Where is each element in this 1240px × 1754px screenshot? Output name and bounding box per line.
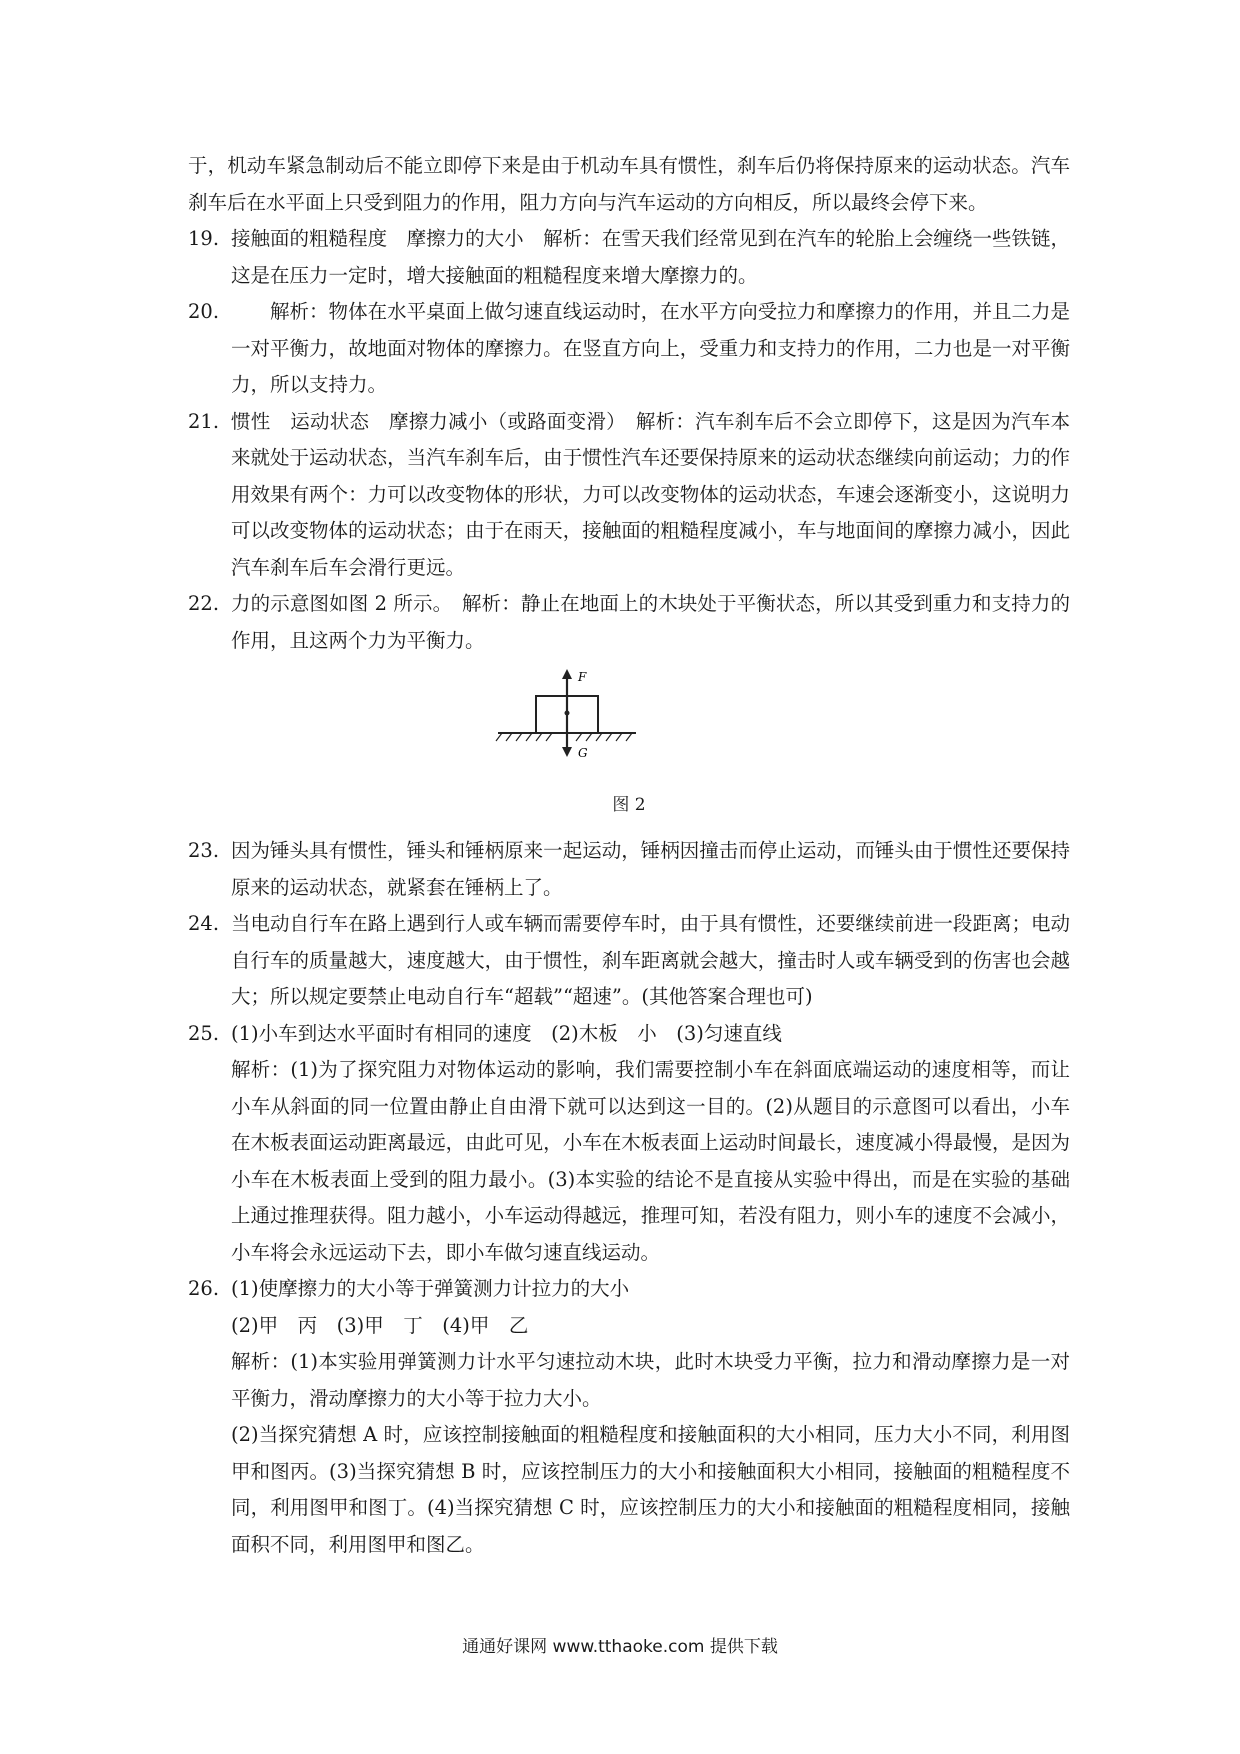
- paragraph-continuation: 于，机动车紧急制动后不能立即停下来是由于机动车具有惯性，刹车后仍将保持原来的运动状态。汽车刹车后在水平面上只受到阻力的作用，阻力方向与汽车运动的方向相反，所以最终会停下来。: [188, 154, 1070, 214]
- item-number: 25.: [188, 1021, 220, 1045]
- label-g: G: [578, 746, 588, 760]
- answer-19: [188, 221, 1070, 294]
- item-number: 23.: [188, 839, 220, 862]
- item-number: 24.: [188, 912, 220, 935]
- page-footer: 通通好课网 www.tthaoke.com 提供下载: [462, 1637, 778, 1657]
- force-f-arrowhead: [562, 669, 572, 679]
- ground-hatching: [496, 733, 632, 741]
- answer-25-analysis: 解析：(1)为了探究阻力对物体运动的影响，我们需要控制小车在斜面底端运动的速度相等，而让小车从斜面的同一位置由静止自由滑下就可以达到这一目的。(2)从题目的示意图可以看出，小车在木板表面运动距离最远，由此可见，小车在木板表面上运动时间最长，速度减小得最慢，是因为小车在木板表面上受到的阻力最小。(3)本实验的结论不是直接从实验中得出，而是在实验的基础上通过推理获得。阻力越小，小车运动得越远，推理可知，若没有阻力，则小车的速度不会减小，小车将会永远运动下去，即小车做匀速直线运动。: [231, 1058, 1070, 1264]
- item-number: 22.: [188, 592, 220, 615]
- answer-20: [188, 294, 1070, 404]
- label-f: F: [578, 670, 587, 684]
- item-text: 当电动自行车在路上遇到行人或车辆而需要停车时，由于具有惯性，还要继续前进一段距离；电动自行车的质量越大，速度越大，由于惯性，刹车距离就会越大，撞击时人或车辆受到的伤害也会越大；所以规定要禁止电动自行车“超载”“超速”。(其他答案合理也可): [231, 912, 1070, 1008]
- figure-caption: 图 2: [612, 795, 646, 815]
- item-number: 21.: [188, 409, 220, 433]
- item-text: (1)使摩擦力的大小等于弹簧测力计拉力的大小: [231, 1277, 630, 1300]
- answer-26-answers: (2)甲 丙 (3)甲 丁 (4)甲 乙: [231, 1313, 529, 1337]
- answer-23: [188, 833, 1070, 906]
- force-diagram-figure: [188, 665, 1070, 833]
- answer-24: [188, 906, 1070, 1016]
- item-text: (1)小车到达水平面时有相同的速度 (2)木板 小 (3)匀速直线: [231, 1021, 782, 1045]
- answer-content: [188, 148, 1070, 1563]
- answer-26-analysis-2: (2)当探究猜想 A 时，应该控制接触面的粗糙程度和接触面积的大小相同，压力大小不同，利用图甲和图丙。(3)当探究猜想 B 时，应该控制压力的大小和接触面积大小相同，接触面的粗糙程度不同，利用图甲和图丁。(4)当探究猜想 C 时，应该控制压力的大小和接触面的粗糙程度相同，接触面积不同，利用图甲和图乙。: [231, 1423, 1070, 1556]
- item-text: 解析：物体在水平桌面上做匀速直线运动时，在水平方向受拉力和摩擦力的作用，并且二力是一对平衡力，故地面对物体的摩擦力。在竖直方向上，受重力和支持力的作用，二力也是一对平衡力，所以支持力。: [231, 300, 1070, 396]
- item-text: 力的示意图如图 2 所示。 解析：静止在地面上的木块处于平衡状态，所以其受到重力和支持力的作用，且这两个力为平衡力。: [231, 592, 1070, 652]
- item-text: 惯性 运动状态 摩擦力减小（或路面变滑） 解析：汽车刹车后不会立即停下，这是因为汽车本来就处于运动状态，当汽车刹车后，由于惯性汽车还要保持原来的运动状态继续向前运动；力的作用效果有两个：力可以改变物体的形状，力可以改变物体的运动状态，车速会逐渐变小，这说明力可以改变物体的运动状态；由于在雨天，接触面的粗糙程度减小，车与地面间的摩擦力减小，因此汽车刹车后车会滑行更远。: [231, 409, 1070, 579]
- item-number: 26.: [188, 1277, 220, 1300]
- item-number: 19.: [188, 227, 220, 250]
- item-text: 接触面的粗糙程度 摩擦力的大小 解析：在雪天我们经常见到在汽车的轮胎上会缠绕一些铁链，这是在压力一定时，增大接触面的粗糙程度来增大摩擦力的。: [231, 227, 1070, 287]
- item-text: 因为锤头具有惯性，锤头和锤柄原来一起运动，锤柄因撞击而停止运动，而锤头由于惯性还要保持原来的运动状态，就紧套在锤柄上了。: [231, 839, 1070, 899]
- answer-26-analysis-1: 解析：(1)本实验用弹簧测力计水平匀速拉动木块，此时木块受力平衡，拉力和滑动摩擦力是一对平衡力，滑动摩擦力的大小等于拉力大小。: [231, 1350, 1070, 1410]
- center-point: [565, 711, 570, 716]
- item-number: 20.: [188, 300, 220, 323]
- force-g-arrowhead: [562, 747, 572, 757]
- answer-22: [188, 586, 1070, 659]
- answer-26: [188, 1271, 1070, 1308]
- answer-25: [188, 1016, 1070, 1053]
- force-diagram: [488, 665, 648, 775]
- answer-21: [188, 404, 1070, 587]
